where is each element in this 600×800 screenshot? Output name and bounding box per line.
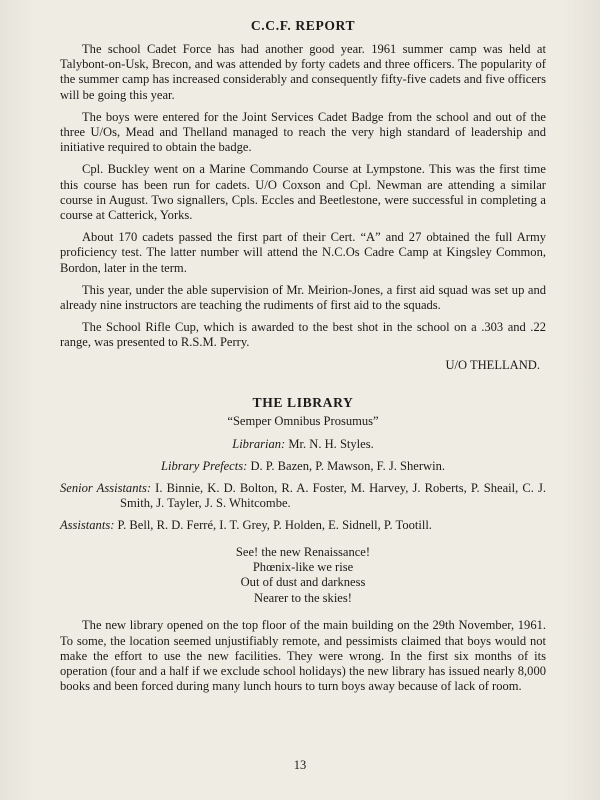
ccf-signature: U/O THELLAND. (445, 357, 540, 372)
librarian-role: Librarian: (232, 436, 286, 451)
poem-line: Phœnix-like we rise (252, 560, 354, 575)
prefects-line (60, 459, 546, 474)
assistants-names: P. Bell, R. D. Ferré, I. T. Grey, P. Holden, E. Sidnell, P. Tootill. (117, 518, 432, 533)
poem-line: See! the new Renaissance! (235, 544, 371, 559)
ccf-paragraph-6: The School Rifle Cup, which is awarded to the best shot in the school on a .303 and .22 range, was presented to R.S.M. Perry. (60, 320, 546, 350)
assistants-role: Assistants: (60, 518, 115, 533)
ccf-paragraph-1: The school Cadet Force has had another good year. 1961 summer camp was held at Talybont-on-Usk, Brecon, and was attended by forty cadets and three officers. The popularity of the summer camp has increased considerably and consequently fifty-five cadets and five officers will be going this year. (60, 42, 546, 102)
library-paragraph: The new library opened on the top floor of the main building on the 29th November, 1961. To some, the location seemed unjustifiably remote, and pessimists claimed that boys would not make the effort to use the new facilities. They were wrong. In the first six months of its operation (four and a half if we exclude school holidays) the new library has issued nearly 8,000 books and been forced during many lunch hours to turn boys away because of lack of room. (60, 618, 546, 694)
ccf-paragraph-2: The boys were entered for the Joint Services Cadet Badge from the school and out of the three U/Os, Mead and Thelland managed to reach the very high standard of leadership and initiative required to obtain the badge. (60, 109, 546, 155)
senior-assistants-line (60, 481, 546, 511)
ccf-paragraph-4: About 170 cadets passed the first part of their Cert. “A” and 27 obtained the full Army proficiency test. The latter number will attend the N.C.Os Cadre Camp at Kingsley Common, Bordon, later in the term. (60, 230, 546, 275)
senior-assistants-role: Senior Assistants: (60, 481, 152, 496)
page-number: 13 (293, 758, 307, 772)
library-motto: “Semper Omnibus Prosumus” (227, 413, 379, 428)
library-title: THE LIBRARY (252, 394, 354, 410)
librarian-names: Mr. N. H. Styles. (288, 436, 374, 451)
poem-line: Out of dust and darkness (240, 575, 366, 590)
library-poem (60, 545, 546, 607)
librarian-line (60, 437, 546, 452)
senior-assistants-names: I. Binnie, K. D. Bolton, R. A. Foster, M. Harvey, J. Roberts, P. Sheail, C. J. Smith, J. Tayler, J. S. Whitcombe. (120, 481, 547, 511)
prefects-names: D. P. Bazen, P. Mawson, F. J. Sherwin. (250, 458, 445, 473)
prefects-role: Library Prefects: (161, 458, 248, 473)
ccf-paragraph-3: Cpl. Buckley went on a Marine Commando Course at Lympstone. This was the first time this course has been run for cadets. U/O Coxson and Cpl. Newman are attending a similar course in August. Two signallers, Cpls. Eccles and Beetlestone, were successful in completing a course at Catterick, Yorks. (60, 162, 546, 223)
ccf-paragraph-5: This year, under the able supervision of Mr. Meirion-Jones, a first aid squad was set up and already nine instructors are teaching the rudiments of first aid to the squads. (60, 282, 546, 313)
ccf-report-title: C.C.F. REPORT (250, 18, 356, 33)
assistants-line (60, 518, 546, 533)
poem-line: Nearer to the skies! (254, 590, 352, 605)
